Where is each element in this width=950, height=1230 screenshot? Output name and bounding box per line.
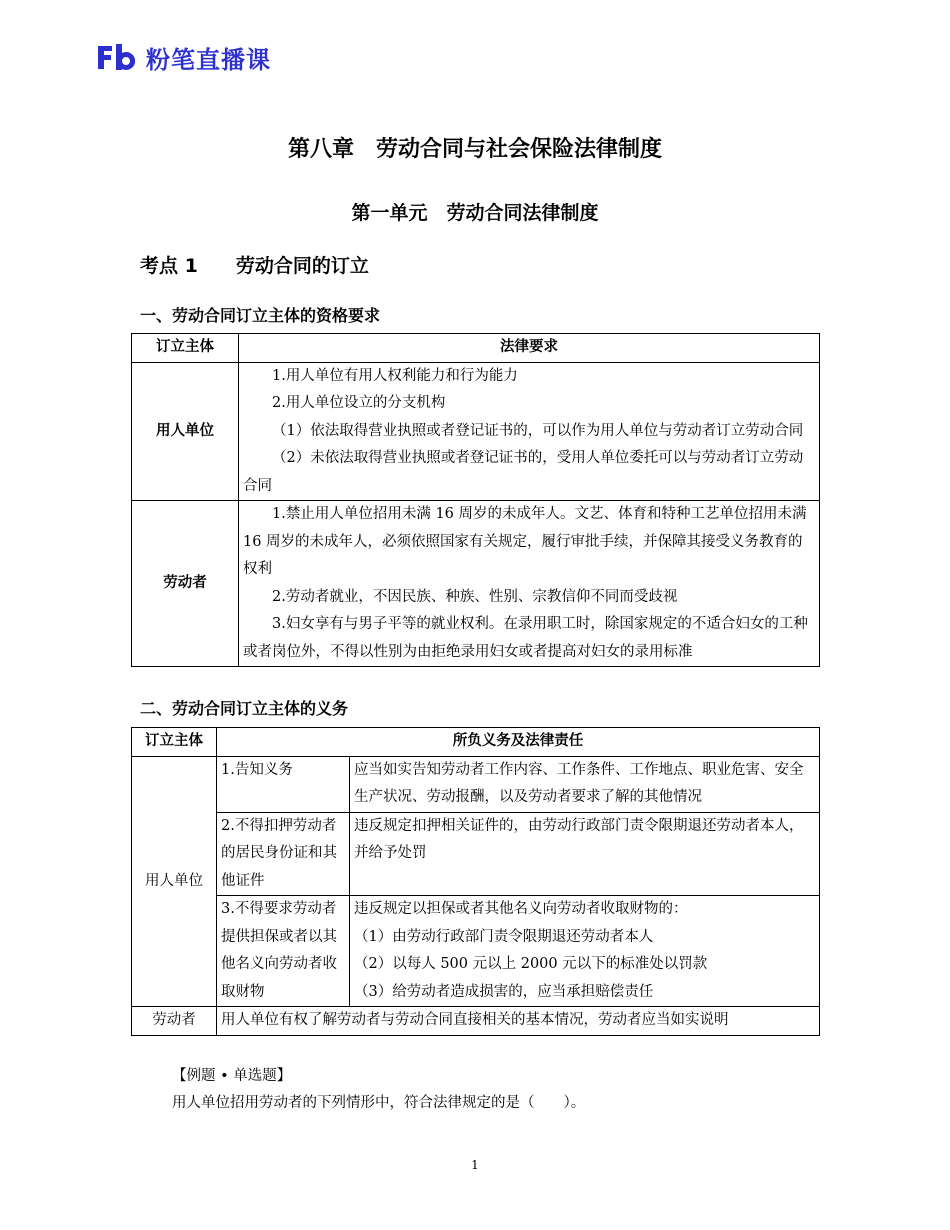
worker-requirements <box>239 501 820 667</box>
unit-title: 第一单元 劳动合同法律制度 <box>351 202 599 224</box>
list-item: （1）依法取得营业执照或者登记证书的，可以作为用人单位与劳动者订立劳动合同 <box>272 422 804 439</box>
employer-label: 用人单位 <box>132 756 217 1007</box>
duty-cell: 3.不得要求劳动者提供担保或者以其他名义向劳动者收取财物 <box>217 896 350 1007</box>
employer-requirements <box>239 362 820 501</box>
header-subject: 订立主体 <box>132 334 239 363</box>
list-item: 2.用人单位设立的分支机构 <box>272 395 446 411</box>
list-item: （2）未依法取得营业执照或者登记证书的，受用人单位委托可以与劳动者订立劳动合同 <box>243 450 804 494</box>
table-row <box>132 1007 820 1036</box>
example-question: 用人单位招用劳动者的下列情形中，符合法律规定的是（ ）。 <box>172 1095 586 1111</box>
topic-title: 考点 1 劳动合同的订立 <box>140 255 369 277</box>
table-header-row <box>132 334 820 363</box>
table-row <box>132 362 820 501</box>
detail-line: 应当如实告知劳动者工作内容、工作条件、工作地点、职业危害、安全生产状况、劳动报酬，以及劳动者要求了解的其他情况 <box>354 761 804 805</box>
detail-line: （3）给劳动者造成损害的，应当承担赔偿责任 <box>354 983 654 1000</box>
detail-cell <box>350 756 820 812</box>
brand-name: 粉笔直播课 <box>146 45 271 74</box>
worker-label: 劳动者 <box>132 1007 217 1036</box>
chapter-title: 第八章 劳动合同与社会保险法律制度 <box>287 137 662 162</box>
table-header-row <box>132 728 820 757</box>
employer-label: 用人单位 <box>132 362 239 501</box>
obligation-table <box>131 727 820 1036</box>
qualification-table <box>131 333 820 667</box>
detail-line: 违反规定扣押相关证件的，由劳动行政部门责令限期退还劳动者本人，并给予处罚 <box>354 817 804 861</box>
duty-cell: 1.告知义务 <box>217 756 350 812</box>
worker-label: 劳动者 <box>132 501 239 667</box>
list-item: 1.用人单位有用人权利能力和行为能力 <box>272 367 518 384</box>
table-row <box>132 501 820 667</box>
brand-logo <box>96 40 271 74</box>
detail-line: 违反规定以担保或者其他名义向劳动者收取财物的： <box>354 901 688 917</box>
detail-cell <box>350 896 820 1007</box>
page-number: 1 <box>471 1158 479 1172</box>
header-subject: 订立主体 <box>132 728 217 757</box>
table-row <box>132 812 820 896</box>
worker-text: 用人单位有权了解劳动者与劳动合同直接相关的基本情况，劳动者应当如实说明 <box>217 1007 820 1036</box>
table-row <box>132 896 820 1007</box>
detail-line: （1）由劳动行政部门责令限期退还劳动者本人 <box>354 928 654 945</box>
section1-heading: 一、劳动合同订立主体的资格要求 <box>140 306 381 325</box>
list-item: 3.妇女享有与男子平等的就业权利。在录用职工时，除国家规定的不适合妇女的工种或者岗位外，不得以性别为由拒绝录用妇女或者提高对妇女的录用标准 <box>243 616 808 660</box>
detail-cell <box>350 812 820 896</box>
duty-cell: 2.不得扣押劳动者的居民身份证和其他证件 <box>217 812 350 896</box>
section2-heading: 二、劳动合同订立主体的义务 <box>140 699 349 718</box>
list-item: 2.劳动者就业，不因民族、种族、性别、宗教信仰不同而受歧视 <box>272 588 678 605</box>
header-requirement: 法律要求 <box>239 334 820 363</box>
fb-logo-icon <box>96 42 140 72</box>
list-item: 1.禁止用人单位招用未满 16 周岁的未成年人。文艺、体育和特种工艺单位招用未满 16 周岁的未成年人，必须依照国家有关规定，履行审批手续，并保障其接受义务教育的权利 <box>243 506 807 577</box>
detail-line: （2）以每人 500 元以上 2000 元以下的标准处以罚款 <box>354 956 708 972</box>
example-label: 【例题 • 单选题】 <box>172 1068 292 1084</box>
header-obligation: 所负义务及法律责任 <box>217 728 820 757</box>
table-row <box>132 756 820 812</box>
